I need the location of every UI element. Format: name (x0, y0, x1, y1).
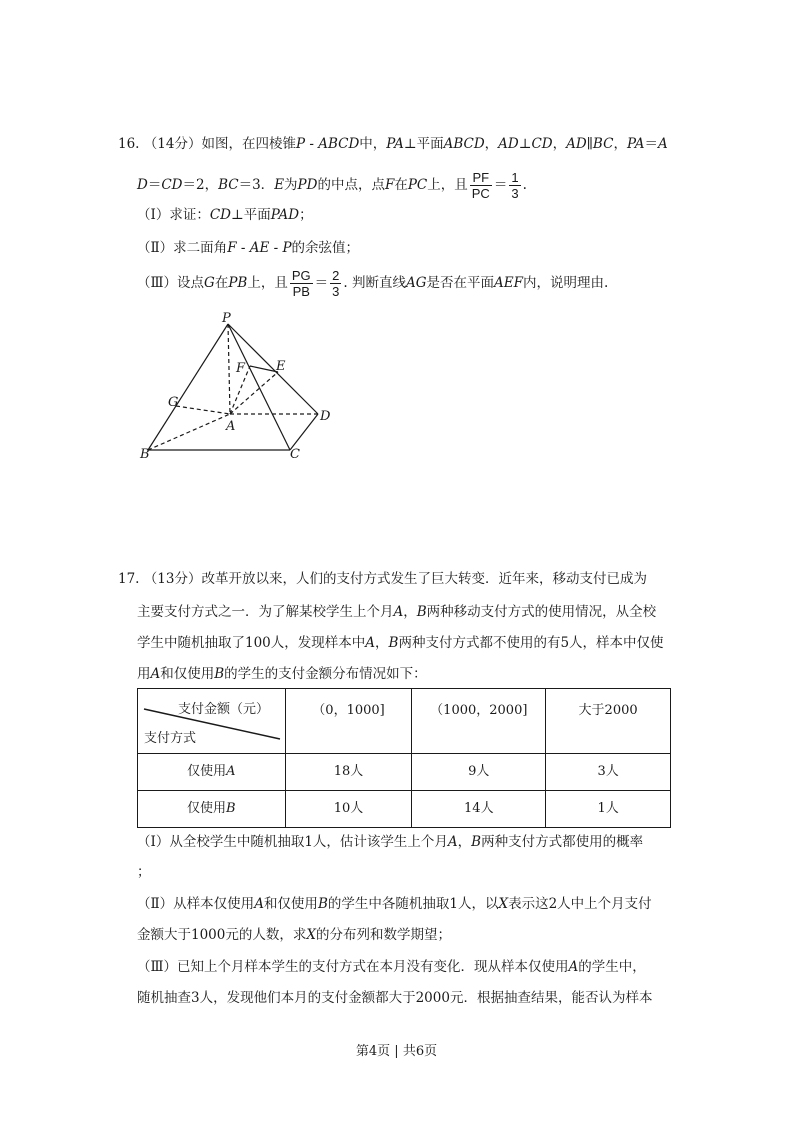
fraction-two-thirds: $\frac{2}{3}$ (332, 268, 340, 299)
fraction-pg-pb: $\frac{PG}{PB}$ (291, 268, 311, 299)
table-cell: 3人 (546, 754, 671, 791)
label-c: C (290, 447, 300, 462)
q17-line-1: 17. （13分）改革开放以来，人们的支付方式发生了巨大转变．近年来，移动支付已成为 (118, 571, 647, 587)
q17-part-3: （Ⅲ）已知上个月样本学生的支付方式在本月没有变化．现从样本仅使用A的学生中， (137, 959, 646, 975)
q17-part-1-end: ； (137, 864, 151, 880)
segment-ae (230, 372, 278, 414)
q17-part-1: （Ⅰ）从全校学生中随机抽取1人，估计该学生上个月A，B两种支付方式都使用的概率 (137, 834, 644, 850)
table-row (138, 754, 671, 791)
q17-line-2: 主要支付方式之一．为了解某校学生上个月A，B两种移动支付方式的使用情况，从全校 (137, 604, 657, 620)
table-cell: 10人 (285, 791, 412, 828)
fraction-one-third: $\frac{1}{3}$ (511, 170, 519, 201)
label-d: D (320, 409, 331, 424)
footer-page-number: 第4页 (355, 1044, 391, 1059)
edge-pb (148, 324, 228, 450)
edge-pc (228, 324, 290, 450)
table-cell: 9人 (412, 754, 546, 791)
edge-cd (290, 414, 318, 450)
q17-part-3-line-2: 随机抽查3人，发现他们本月的支付金额都大于2000元．根据抽查结果，能否认为样本 (137, 990, 653, 1006)
q17-part-2-line-2: 金额大于1000元的人数，求X的分布列和数学期望； (137, 927, 451, 943)
column-header: 大于2000 (546, 689, 671, 754)
q16-part-2: （Ⅱ）求二面角F - AE - P的余弦值； (137, 240, 360, 256)
diagonal-header-cell (138, 689, 286, 754)
pyramid-figure (130, 310, 350, 470)
table-header-row (138, 689, 671, 754)
column-header: （0，1000] (285, 689, 412, 754)
column-header: （1000，2000] (412, 689, 546, 754)
table-row (138, 791, 671, 828)
q17-line-4: 用A和仅使用B的学生的支付金额分布情况如下： (137, 666, 427, 682)
edge-pa (228, 324, 230, 414)
q16-line-1: 16. （14分）如图，在四棱锥P - ABCD中，PA⊥平面ABCD，AD⊥CD，AD∥BC，PA＝A (118, 136, 668, 152)
table-cell: 18人 (285, 754, 412, 791)
label-e: E (276, 359, 286, 374)
edge-ba (148, 414, 230, 450)
label-p: P (222, 311, 231, 326)
q16-part-1: （Ⅰ）求证：CD⊥平面PAD； (137, 207, 313, 223)
footer-total-pages: 共6页 (402, 1044, 438, 1059)
row-label: 仅使用B (138, 791, 286, 828)
label-b: B (140, 447, 150, 462)
header-amount-label: 支付金额（元） (178, 702, 270, 717)
page-footer: 第4页 | 共6页 (355, 1044, 438, 1059)
row-label: 仅使用A (138, 754, 286, 791)
fraction-pf-pc: $\frac{PF}{PC}$ (471, 170, 490, 201)
label-a: A (226, 419, 236, 434)
q17-line-3: 学生中随机抽取了100人，发现样本中A，B两种支付方式都不使用的有5人，样本中仅使 (137, 635, 664, 651)
segment-ga (176, 406, 230, 414)
payment-table (137, 688, 671, 828)
header-method-label: 支付方式 (144, 731, 197, 746)
q17-part-2: （Ⅱ）从样本仅使用A和仅使用B的学生中各随机抽取1人，以X表示这2人中上个月支付 (137, 896, 652, 912)
label-g: G (168, 395, 179, 410)
q16-part-3: （Ⅲ）设点G在PB上，且 $\frac{PG}{PB}$ ＝ $\frac{2}{3}$ . 判断直线AG是否在平面AEF内，说明理由. (137, 268, 609, 299)
table-cell: 14人 (412, 791, 546, 828)
q16-line-2: D＝CD＝2，BC＝3．E为PD的中点，点F在PC上，且 $\frac{PF}{PC}$ ＝ $\frac{1}{3}$ . (137, 170, 527, 201)
label-f: F (236, 361, 246, 376)
table-cell: 1人 (546, 791, 671, 828)
